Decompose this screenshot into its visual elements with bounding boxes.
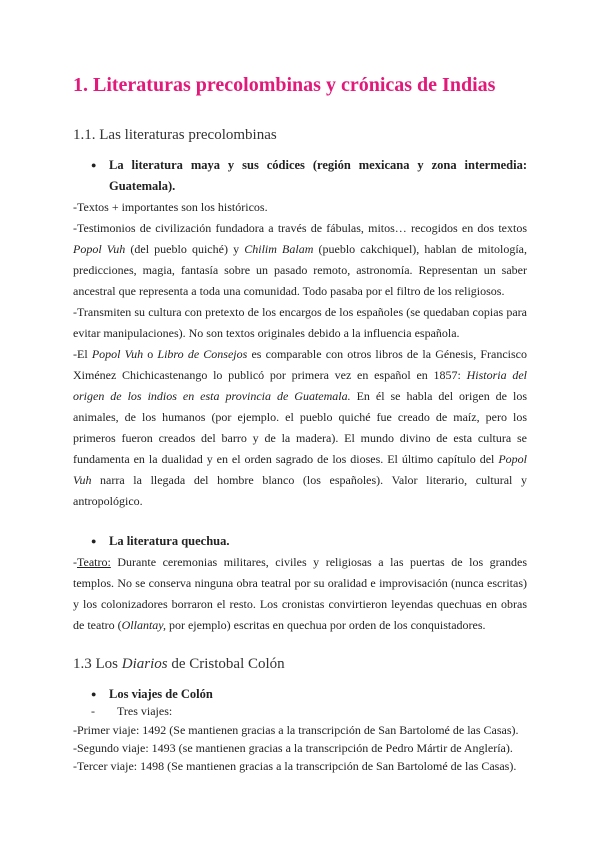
sub-tres-viajes: - Tres viajes: xyxy=(91,704,173,718)
viaje-segundo: -Segundo viaje: 1493 (se mantienen gracias a la transcripción de Pedro Mártir de Anglería). xyxy=(73,741,513,755)
bullet-dot-icon: ● xyxy=(91,689,97,699)
bullet-viajes xyxy=(91,684,527,705)
bullet-maya-text: La literatura maya y sus códices (región mexicana y zona intermedia: Guatemala). xyxy=(109,158,527,193)
paragraph-testimonios: -Testimonios de civilización fundadora a través de fábulas, mitos… recogidos en dos textos Popol Vuh (del pueblo quiché) y Chilim Balam (pueblo cakchiquel), hablan de mitología, predicciones, magia, fantasía sobre un pasado remoto, astronomía. Representan un saber ancestral que representa a toda una comunidad. Todo pasaba por el filtro de los religiosos. xyxy=(73,221,527,298)
bullet-maya xyxy=(91,155,527,197)
bullet-quechua xyxy=(91,531,527,552)
paragraph-transmiten: -Transmiten su cultura con pretexto de los encargos de los españoles (se quedaban copias para evitar manipulaciones). No son textos originales debido a la influencia española. xyxy=(73,305,527,340)
bullet-viajes-text: Los viajes de Colón xyxy=(109,687,213,701)
bullet-quechua-text: La literatura quechua. xyxy=(109,534,230,548)
bullet-dot-icon: ● xyxy=(91,160,97,170)
section-1-3-heading: 1.3 Los Diarios de Cristobal Colón xyxy=(73,656,285,672)
viaje-primero: -Primer viaje: 1492 (Se mantienen gracias a la transcripción de San Bartolomé de las Casas). xyxy=(73,723,519,737)
paragraph-textos: -Textos + importantes son los históricos. xyxy=(73,200,268,214)
viaje-tercero: -Tercer viaje: 1498 (Se mantienen gracias a la transcripción de San Bartolomé de las Casas). xyxy=(73,759,517,773)
paragraph-popol-vuh: -El Popol Vuh o Libro de Consejos es comparable con otros libros de la Génesis, Francisco Ximénez Chichicastenango lo publicó por primera vez en español en 1857: Historia del origen de los indios en esta provincia de Guatemala. En él se habla del origen de los animales, de los humanos (por ejemplo. el pueblo quiché fue creado de maíz, pero los primeros fueron creados del barro y de la madera). El mundo divino de esta cultura se fundamenta en la dualidad y en el orden sagrado de los dioses. El último capítulo del Popol Vuh narra la llegada del hombre blanco (los españoles). Valor literario, cultural y antropológico. xyxy=(73,347,528,508)
page-title: 1. Literaturas precolombinas y crónicas de Indias xyxy=(73,74,496,96)
section-1-1-heading: 1.1. Las literaturas precolombinas xyxy=(73,127,277,143)
bullet-dot-icon: ● xyxy=(91,536,97,546)
paragraph-teatro: -Teatro: Durante ceremonias militares, civiles y religiosas a las puertas de los grandes templos. No se conserva ninguna obra teatral por su oralidad e improvisación (nunca escritas) y los colonizadores borraron el resto. Los cronistas convirtieron leyendas quechuas en obras de teatro (Ollantay, por ejemplo) escritas en quechua por orden de los conquistadores. xyxy=(73,555,527,632)
